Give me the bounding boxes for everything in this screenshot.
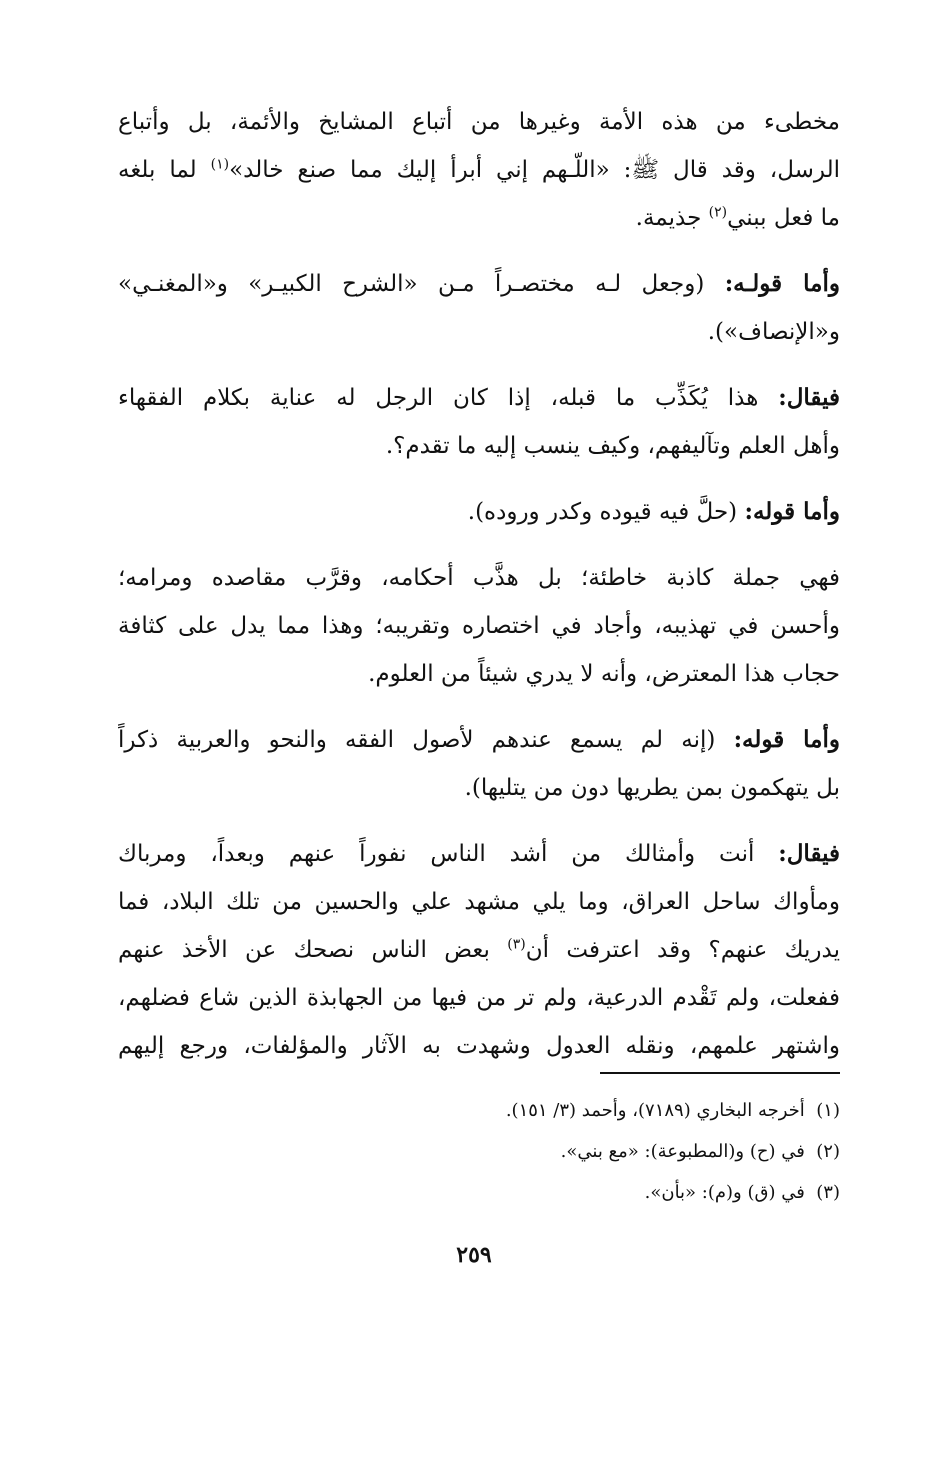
text-line: و«الإنصاف»). [707,319,840,345]
text-line: فهي جملة كاذبة خاطئة؛ بل هذَّب أحكامه، وقرَّب مقاصده ومرامه؛ [118,565,840,591]
footnote [200,1172,840,1213]
footnote [200,1131,840,1172]
text-line: فيقال: أنت وأمثالك من أشد الناس نفوراً عنهم وبعداً، ومرباك [118,840,840,867]
footnote-marker-3: (٣) [507,936,526,953]
text-line: مخطىء من هذه الأمة وغيرها من أتباع المشايخ والأئمة، بل وأتباع [118,109,840,135]
text-line: يدريك عنهم؟ وقد اعترفت أن$^{(٣)}$ بعض الناس نصحك عن الأخذ عنهم [118,936,840,963]
footnote-text: في (ح) و(المطبوعة): «مع بني». [560,1141,805,1162]
footnote-marker-1: (١) [210,156,230,173]
text-line: واشتهر علمهم، ونقله العدول وشهدت به الآثار والمؤلفات، ورجع إليهم [118,1033,840,1059]
text-line: وأما قوله: (حلَّ فيه قيوده وكدر وروده). [467,498,840,525]
paragraph-3 [118,374,840,470]
footnote-number: (٣) [816,1182,840,1203]
footnote [200,1090,840,1131]
paragraph-7 [118,830,840,1070]
page-number: ٢٥٩ [456,1242,492,1268]
footnote-number: (٢) [816,1141,840,1162]
footnote-marker-2: (٢) [708,204,728,221]
paragraph-1 [118,98,840,242]
paragraph-5 [118,554,840,698]
footnote-text: أخرجه البخاري (٧١٨٩)، وأحمد (٣/ ١٥١). [505,1100,805,1121]
footnote-separator [600,1072,840,1074]
footnote-number: (١) [816,1100,840,1121]
paragraph-6 [118,716,840,812]
footnote-text: في (ق) و(م): «بأن». [644,1182,805,1203]
paragraph-lead: وأما قوله: [744,498,840,525]
text-line: ما فعل ببني$^{(٢)}$ جذيمة. [635,204,840,231]
text-line: بل يتهكمون بمن يطريها دون من يتليها). [464,775,840,801]
paragraph-lead: وأما قولـه: [724,270,840,297]
paragraph-lead: فيقال: [778,384,840,411]
text-line: وأهل العلم وتآليفهم، وكيف ينسب إليه ما تقدم؟. [385,433,840,459]
text-line: وأما قوله: (إنه لم يسمع عندهم لأصول الفقه والنحو والعربية ذكراً [118,726,840,753]
paragraph-lead: فيقال: [778,840,840,867]
text-line: وأما قولـه: (وجعل لـه مختصـراً مـن «الشرح الكبيـر» و«المغنـي» [118,270,840,297]
paragraph-lead: وأما قوله: [733,726,840,753]
text-line: ومأواك ساحل العراق، وما يلي مشهد علي والحسين من تلك البلاد، فما [118,889,840,915]
text-line: حجاب هذا المعترض، وأنه لا يدري شيئاً من العلوم. [368,661,840,687]
text-line: الرسل، وقد قال ﷺ: «اللّـهم إني أبرأ إليك مما صنع خالد»$^{(١)}$ لما بلغه [118,156,840,183]
paragraph-2 [118,260,840,356]
text-line: فيقال: هذا يُكَذِّب ما قبله، إذا كان الرجل له عناية بكلام الفقهاء [118,384,840,411]
text-line: وأحسن في تهذيبه، وأجاد في اختصاره وتقريبه؛ وهذا مما يدل على كثافة [118,613,840,639]
main-text [118,98,840,1088]
footnotes [200,1090,840,1213]
text-line: ففعلت، ولم تَقْدم الدرعية، ولم تر من فيها من الجهابذة الذين شاع فضلهم، [118,985,840,1011]
paragraph-4 [118,488,840,536]
